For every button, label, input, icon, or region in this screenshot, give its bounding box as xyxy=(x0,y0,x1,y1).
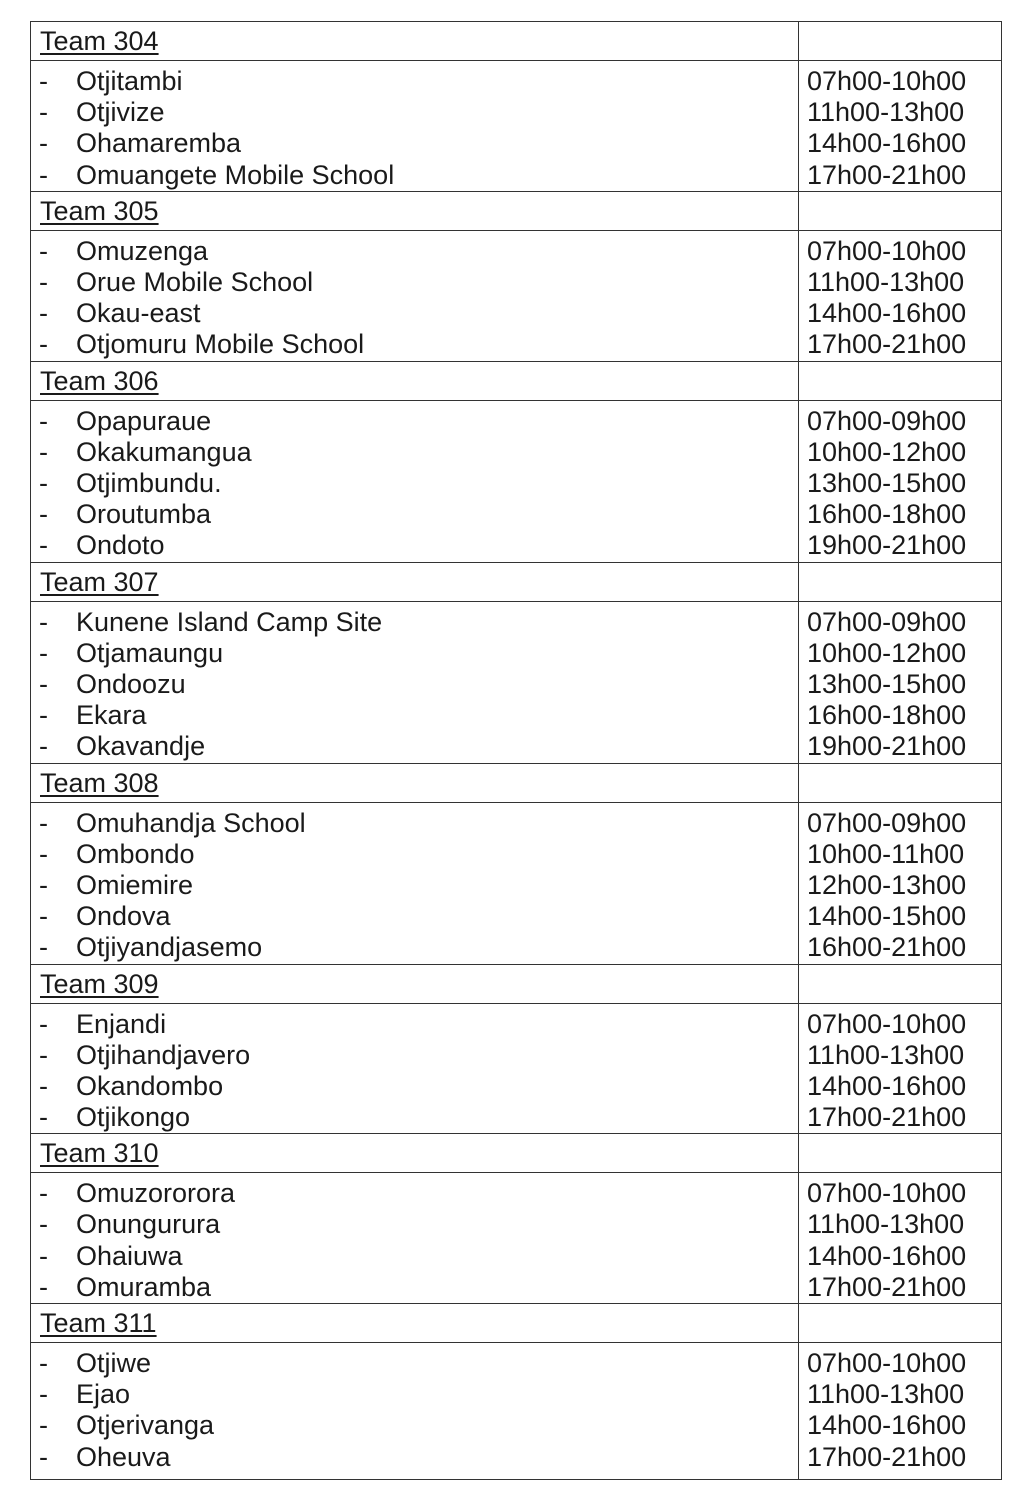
team-stops-row xyxy=(31,1003,1002,1134)
team-label: Team 308 xyxy=(40,767,159,798)
time-slot: 07h00-10h00 xyxy=(807,66,967,96)
location-item xyxy=(31,901,798,932)
location-name: Omuzenga xyxy=(76,235,209,266)
team-label: Team 311 xyxy=(40,1308,157,1338)
time-slot: 17h00-21h00 xyxy=(807,1441,967,1472)
location-name: Oroutumba xyxy=(76,499,212,530)
bullet-dash: - xyxy=(39,530,48,561)
time-slot: 07h00-10h00 xyxy=(807,1348,967,1378)
team-header-cell xyxy=(31,191,799,230)
location-item xyxy=(31,406,798,437)
location-name: Ombondo xyxy=(76,838,195,869)
team-stops-row xyxy=(31,61,1002,192)
bullet-dash: - xyxy=(39,668,48,699)
team-header-cell xyxy=(31,964,799,1003)
bullet-dash: - xyxy=(39,266,48,297)
location-list xyxy=(31,1173,798,1303)
bullet-dash: - xyxy=(39,405,48,436)
time-slot: 10h00-12h00 xyxy=(807,637,967,668)
location-name: Ondoto xyxy=(76,530,165,561)
time-list xyxy=(799,401,1001,562)
location-item xyxy=(31,160,798,191)
location-name: Otjihandjavero xyxy=(76,1039,251,1070)
time-slot: 13h00-15h00 xyxy=(807,467,967,498)
location-item xyxy=(31,1379,798,1410)
team-header-row xyxy=(31,964,1002,1003)
time-slot: 11h00-13h00 xyxy=(807,1209,965,1240)
bullet-dash: - xyxy=(39,467,48,498)
team-header-row xyxy=(31,1134,1002,1173)
team-label: Team 307 xyxy=(40,566,159,597)
times-cell xyxy=(799,802,1002,964)
location-item xyxy=(31,97,798,128)
time-slot: 11h00-13h00 xyxy=(807,1039,965,1070)
location-item xyxy=(31,298,798,329)
location-name: Okandombo xyxy=(76,1070,224,1101)
team-header-row xyxy=(31,22,1002,61)
team-label: Team 310 xyxy=(40,1138,159,1169)
team-stops-row xyxy=(31,230,1002,361)
team-header-empty-cell xyxy=(799,22,1002,61)
bullet-dash: - xyxy=(39,159,48,190)
location-name: Kunene Island Camp Site xyxy=(76,606,383,637)
time-slot: 14h00-16h00 xyxy=(807,1240,967,1271)
team-header-row xyxy=(31,562,1002,601)
bullet-dash: - xyxy=(39,700,48,731)
team-stops-row xyxy=(31,802,1002,964)
bullet-dash: - xyxy=(39,637,48,668)
times-cell xyxy=(799,1343,1002,1480)
bullet-dash: - xyxy=(39,901,48,932)
location-item xyxy=(31,731,798,762)
bullet-dash: - xyxy=(39,235,48,266)
location-item xyxy=(31,669,798,700)
time-list xyxy=(799,1173,1001,1303)
team-header-empty-cell xyxy=(799,562,1002,601)
time-slot: 17h00-21h00 xyxy=(807,159,967,190)
location-list xyxy=(31,1343,798,1473)
location-name: Onungurura xyxy=(76,1209,221,1240)
location-list xyxy=(31,231,798,361)
time-slot: 14h00-16h00 xyxy=(807,298,967,329)
time-slot: 10h00-11h00 xyxy=(807,838,965,869)
bullet-dash: - xyxy=(39,499,48,530)
time-slot: 07h00-10h00 xyxy=(807,235,967,266)
bullet-dash: - xyxy=(39,1178,48,1209)
team-stops-row xyxy=(31,1343,1002,1480)
bullet-dash: - xyxy=(39,1070,48,1101)
locations-cell xyxy=(31,1173,799,1304)
times-cell xyxy=(799,61,1002,192)
team-header-cell xyxy=(31,22,799,61)
bullet-dash: - xyxy=(39,298,48,329)
location-item xyxy=(31,808,798,839)
time-slot: 07h00-09h00 xyxy=(807,807,967,838)
time-slot: 19h00-21h00 xyxy=(807,530,967,561)
locations-cell xyxy=(31,1343,799,1480)
team-label: Team 304 xyxy=(40,26,159,56)
bullet-dash: - xyxy=(39,1441,48,1472)
location-item xyxy=(31,1009,798,1040)
team-stops-row xyxy=(31,601,1002,763)
time-slot: 13h00-15h00 xyxy=(807,668,967,699)
bullet-dash: - xyxy=(39,1240,48,1271)
times-cell xyxy=(799,1003,1002,1134)
time-list xyxy=(799,602,1001,763)
location-item xyxy=(31,236,798,267)
team-header-empty-cell xyxy=(799,1304,1002,1343)
location-name: Okakumangua xyxy=(76,436,252,467)
time-slot: 11h00-13h00 xyxy=(807,1379,965,1410)
bullet-dash: - xyxy=(39,606,48,637)
time-slot: 14h00-16h00 xyxy=(807,1070,967,1101)
bullet-dash: - xyxy=(39,329,48,360)
location-item xyxy=(31,1209,798,1240)
time-slot: 07h00-09h00 xyxy=(807,606,967,637)
location-name: Opapuraue xyxy=(76,405,212,436)
team-header-empty-cell xyxy=(799,964,1002,1003)
location-item xyxy=(31,1178,798,1209)
location-name: Otjikongo xyxy=(76,1102,191,1133)
time-slot: 07h00-10h00 xyxy=(807,1008,967,1039)
time-slot: 19h00-21h00 xyxy=(807,731,967,762)
location-item xyxy=(31,700,798,731)
bullet-dash: - xyxy=(39,66,48,96)
time-slot: 12h00-13h00 xyxy=(807,869,967,900)
bullet-dash: - xyxy=(39,436,48,467)
bullet-dash: - xyxy=(39,1271,48,1302)
bullet-dash: - xyxy=(39,97,48,128)
location-list xyxy=(31,401,798,562)
location-name: Otjiyandjasemo xyxy=(76,932,263,963)
time-slot: 17h00-21h00 xyxy=(807,1271,967,1302)
bullet-dash: - xyxy=(39,838,48,869)
locations-cell xyxy=(31,61,799,192)
location-list xyxy=(31,803,798,964)
location-list xyxy=(31,602,798,763)
location-item xyxy=(31,267,798,298)
times-cell xyxy=(799,601,1002,763)
location-name: Otjimbundu. xyxy=(76,467,222,498)
times-cell xyxy=(799,230,1002,361)
times-cell xyxy=(799,1173,1002,1304)
location-item xyxy=(31,932,798,963)
location-name: Enjandi xyxy=(76,1008,167,1039)
location-item xyxy=(31,468,798,499)
location-item xyxy=(31,870,798,901)
team-header-cell xyxy=(31,1134,799,1173)
time-slot: 11h00-13h00 xyxy=(807,266,965,297)
location-name: Omuhandja School xyxy=(76,807,306,838)
time-list xyxy=(799,1004,1001,1134)
location-item xyxy=(31,1348,798,1379)
team-header-row xyxy=(31,763,1002,802)
times-cell xyxy=(799,400,1002,562)
location-item xyxy=(31,128,798,159)
bullet-dash: - xyxy=(39,128,48,159)
team-header-empty-cell xyxy=(799,763,1002,802)
bullet-dash: - xyxy=(39,1209,48,1240)
location-list xyxy=(31,61,798,191)
team-schedule-body xyxy=(31,22,1002,1480)
team-header-row xyxy=(31,361,1002,400)
time-slot: 07h00-09h00 xyxy=(807,405,967,436)
location-name: Otjamaungu xyxy=(76,637,224,668)
location-item xyxy=(31,1102,798,1133)
location-name: Otjiwe xyxy=(76,1348,152,1378)
bullet-dash: - xyxy=(39,869,48,900)
location-name: Omuramba xyxy=(76,1271,212,1302)
location-name: Otjomuru Mobile School xyxy=(76,329,365,360)
time-list xyxy=(799,231,1001,361)
location-item xyxy=(31,1241,798,1272)
bullet-dash: - xyxy=(39,1410,48,1441)
location-item xyxy=(31,66,798,97)
bullet-dash: - xyxy=(39,807,48,838)
team-stops-row xyxy=(31,1173,1002,1304)
time-slot: 14h00-15h00 xyxy=(807,901,967,932)
location-item xyxy=(31,607,798,638)
bullet-dash: - xyxy=(39,1039,48,1070)
time-slot: 16h00-18h00 xyxy=(807,700,967,731)
team-header-cell xyxy=(31,763,799,802)
location-item xyxy=(31,437,798,468)
location-item xyxy=(31,638,798,669)
bullet-dash: - xyxy=(39,731,48,762)
team-header-row xyxy=(31,1304,1002,1343)
location-name: Omuzororora xyxy=(76,1178,236,1209)
location-name: Okau-east xyxy=(76,298,201,329)
location-name: Ondova xyxy=(76,901,171,932)
location-name: Ondoozu xyxy=(76,668,186,699)
location-item xyxy=(31,839,798,870)
team-label: Team 305 xyxy=(40,195,159,226)
location-item xyxy=(31,1040,798,1071)
location-item xyxy=(31,1272,798,1303)
team-stops-row xyxy=(31,400,1002,562)
location-item xyxy=(31,530,798,561)
time-slot: 16h00-18h00 xyxy=(807,499,967,530)
locations-cell xyxy=(31,1003,799,1134)
time-slot: 11h00-13h00 xyxy=(807,97,965,128)
location-item xyxy=(31,1071,798,1102)
location-item xyxy=(31,499,798,530)
team-label: Team 306 xyxy=(40,365,159,396)
location-item xyxy=(31,1442,798,1473)
time-slot: 10h00-12h00 xyxy=(807,436,967,467)
team-header-cell xyxy=(31,562,799,601)
team-header-empty-cell xyxy=(799,1134,1002,1173)
location-name: Omiemire xyxy=(76,869,194,900)
team-header-cell xyxy=(31,361,799,400)
time-list xyxy=(799,61,1001,191)
bullet-dash: - xyxy=(39,1379,48,1410)
location-name: Ohaiuwa xyxy=(76,1240,183,1271)
location-item xyxy=(31,1410,798,1441)
location-name: Okavandje xyxy=(76,731,206,762)
bullet-dash: - xyxy=(39,932,48,963)
locations-cell xyxy=(31,802,799,964)
time-slot: 14h00-16h00 xyxy=(807,128,967,159)
time-list xyxy=(799,1343,1001,1473)
time-slot: 16h00-21h00 xyxy=(807,932,967,963)
location-name: Otjitambi xyxy=(76,66,183,96)
location-name: Ekara xyxy=(76,700,147,731)
team-label: Team 309 xyxy=(40,968,159,999)
location-name: Otjerivanga xyxy=(76,1410,215,1441)
location-item xyxy=(31,329,798,360)
locations-cell xyxy=(31,601,799,763)
team-header-cell xyxy=(31,1304,799,1343)
location-name: Orue Mobile School xyxy=(76,266,314,297)
location-name: Omuangete Mobile School xyxy=(76,159,395,190)
location-name: Otjivize xyxy=(76,97,165,128)
team-header-empty-cell xyxy=(799,191,1002,230)
time-slot: 07h00-10h00 xyxy=(807,1178,967,1209)
time-slot: 17h00-21h00 xyxy=(807,1102,967,1133)
locations-cell xyxy=(31,400,799,562)
time-list xyxy=(799,803,1001,964)
location-name: Oheuva xyxy=(76,1441,171,1472)
time-slot: 14h00-16h00 xyxy=(807,1410,967,1441)
locations-cell xyxy=(31,230,799,361)
location-name: Ejao xyxy=(76,1379,131,1410)
bullet-dash: - xyxy=(39,1348,48,1378)
bullet-dash: - xyxy=(39,1102,48,1133)
time-slot: 17h00-21h00 xyxy=(807,329,967,360)
bullet-dash: - xyxy=(39,1008,48,1039)
location-list xyxy=(31,1004,798,1134)
team-schedule-table xyxy=(30,21,1002,1480)
team-header-row xyxy=(31,191,1002,230)
team-header-empty-cell xyxy=(799,361,1002,400)
location-name: Ohamaremba xyxy=(76,128,242,159)
